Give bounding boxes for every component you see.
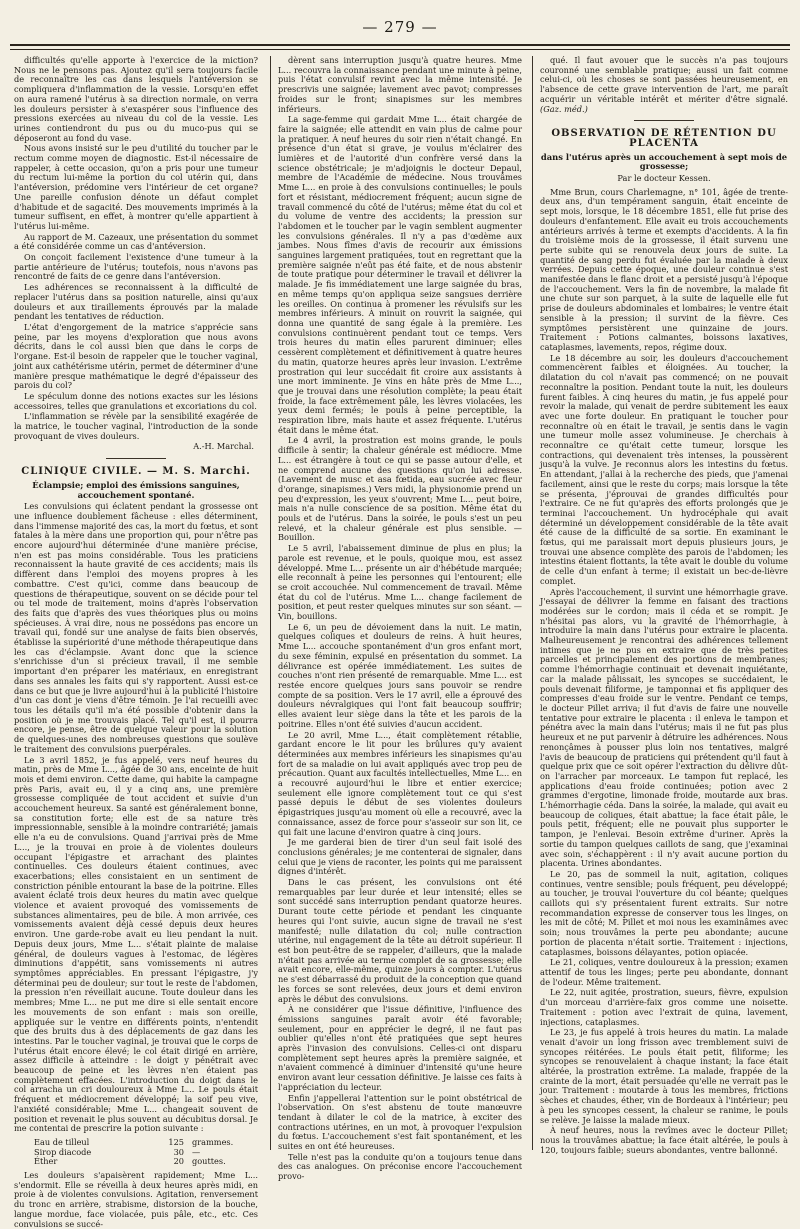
paragraph: Le 20 avril, Mme L..., était complètement rétablie, gardant encore le lit pour les brûlures qu'y avaient déterminées aux membres inférieurs les sinapismes qu'au fort de sa maladie on lui avait appliqués avec trop peu de précaution. Quant aux facultés intellectuelles, Mme L... en a recouvré aujourd'hui le libre et entier exercice; seulement elle ignore complètement tout ce qui s'est passé depuis le début de ses violentes douleurs épigastriques jusqu'au moment où elle a recouvré, avec la connaissance, assez de force pour s'asseoir sur son lit, ce qui fait une lacune d'environ quatre à cinq jours. <box>278 729 522 837</box>
paragraph: L'inflammation se révèle par la sensibilité exagérée de la matrice, le toucher vaginal, l'introduction de la sonde provoquant de vives douleurs. <box>14 411 258 441</box>
paragraph: Nous avons insisté sur le peu d'utilité du toucher par le rectum comme moyen de diagnostic. Est-il nécessaire de rappeler, à cette occasion, qu'on a pris pour une tumeur du rectum lui-même la portion du col utérin qui, dans l'antéversion, prédomine vers l'intérieur de cet organe? Une pareille confusion dénote un défaut complet d'habitude et de sagacité. Des mouvements imprimés à la tumeur suffisent, en effet, à montrer qu'elle appartient à l'utérus lui-même. <box>14 143 258 231</box>
article-subtitle: Éclampsie; emploi des émissions sanguines, accouchement spontané. <box>32 479 240 500</box>
column-1 <box>14 55 258 1229</box>
article-subtitle: dans l'utérus après un accouchement à sept mois de grossesse; <box>540 151 788 172</box>
paragraph: À ne considérer que l'issue définitive, l'influence des émissions sanguines paraît avoir été favorable; seulement, pour en apprécier le degré, il ne faut pas oublier qu'elles n'ont été pratiquées que sept heures après l'invasion des convulsions. Celles-ci ont disparu complètement sept heures après la première saignée, et n'avaient commencé à diminuer d'intensité qu'une heure environ avant leur cessation définitive. Je laisse ces faits à l'appréciation du lecteur. <box>278 1004 522 1092</box>
article-author: Par le docteur Kessen. <box>617 173 711 184</box>
column-2 <box>278 55 523 1182</box>
paragraph: Le spéculum donne des notions exactes sur les lésions accessoires, telles que granulations et excoriations du col. <box>14 390 258 411</box>
section-divider <box>634 120 694 121</box>
formula-row: Eau de tilleul 125 grammes. <box>34 1136 234 1147</box>
paragraph: On conçoit facilement l'existence d'une tumeur à la partie antérieure de l'utérus; toutefois, nous n'avons pas rencontré de faits de ce genre dans l'antéversion. <box>14 252 258 282</box>
paragraph: qué. Il faut avouer que le succès n'a pas toujours couronné une semblable pratique; aussi un fait comme celui-ci, où les choses se sont passées heureusement, en l'absence de cette grave intervention de l'art, me paraît acquérir un véritable intérêt et mériter d'être signalé. (Gaz. méd.) <box>540 55 788 114</box>
column-divider <box>270 56 271 1150</box>
paragraph: Le 20, pas de sommeil la nuit, agitation, coliques continues, ventre sensible; pouls fréquent, peu développé; au toucher, je trouvai l'ouverture du col béante; quelques caillots qui s'y présentaient furent extraits. Sur notre recommandation expresse de conserver tous les linges, on les mit de côté; M. Pillet et moi nous les examinâmes avec soin; nous trouvâmes la perte peu abondante; aucune portion de placenta n'était sortie. Traitement : injections, cataplasmes, boissons délayantes, potion opiacée. <box>540 868 788 957</box>
paragraph: Je me garderai bien de tirer d'un seul fait isolé des conclusions générales; je me contenterai de signaler, dans celui que je viens de raconter, les points qui me paraissent dignes d'intérêt. <box>278 837 523 877</box>
paragraph: Telle n'est pas la conduite qu'on a toujours tenue dans des cas analogues. On préconise encore l'accouchement provo- <box>278 1151 522 1182</box>
section-divider <box>106 458 166 459</box>
author-signature: A.-H. Marchal. <box>193 441 254 452</box>
paragraph: Les convulsions qui éclatent pendant la grossesse ont une influence doublement fâcheuse : elles déterminent, dans l'immense majorité des cas, la mort du fœtus, et sont fatales à la mère dans une proportion qui, pour n'être pas encore aujourd'hui déterminée d'une manière précise, n'en est pas moins considérable. Tous les praticiens reconnaissent la haute gravité de ces accidents; mais ils diffèrent dans l'emploi des moyens propres à les combattre. C'est qu'ici, comme dans beaucoup de questions de thérapeutique, souvent on se décide pour tel ou tel mode de traitement, moins d'après l'observation des faits que d'après des vues théoriques plus ou moins spécieuses. À vrai dire, nous ne possédons pas encore un travail qui, fondé sur une analyse de faits bien observés, établisse la supériorité d'une méthode thérapeutique dans les cas d'éclampsie. Avant donc que la science s'enrichisse d'un si précieux travail, il me semble important d'en préparer les matériaux, en enregistrant dans ses annales les faits qui s'y rapportent. Aussi est-ce dans ce but que je livre aujourd'hui à la publicité l'histoire d'un cas dont je viens d'être témoin. Je l'ai recueilli avec tous les détails qu'il m'a été possible d'obtenir dans la position où je me trouvais placé. Tel qu'il est, il pourra encore, je pense, être de quelque valeur pour la solution de quelques-unes des nombreuses questions que soulève le traitement des convulsions puerpérales. <box>14 501 258 754</box>
paragraph: Dans le cas présent, les convulsions ont été remarquables par leur durée et leur intensité; elles se sont succédé sans interruption pendant quatorze heures. Durant toute cette période et pendant les cinquante heures qui l'ont suivie, aucun signe de travail ne s'est manifesté; nulle dilatation du col; nulle contraction utérine, nul engagement de la tête au détroit supérieur. Il est bon peut-être de se rappeler, d'ailleurs, que la malade n'était pas arrivée au terme complet de sa grossesse; elle avait encore, elle-même, quinze jours à compter. L'utérus ne s'est débarrassé du produit de la conception que quand les forces se sont relevées, deux jours et demi environ après le début des convulsions. <box>278 877 522 1004</box>
prescription-formula <box>34 1138 258 1167</box>
paragraph: À neuf heures, nous la revîmes avec le docteur Pillet; nous la trouvâmes abattue; la face était altérée, le pouls à 120, toujours faible; sueurs abondantes, ventre ballonné. <box>540 1125 788 1155</box>
paragraph: Le 22, nuit agitée, prostration, sueurs, fièvre, expulsion d'un morceau d'arrière-faix gros comme une noisette. Traitement : potion avec l'extrait de quina, lavement, injections, cataplasmes. <box>540 987 788 1027</box>
paragraph: Le 4 avril, la prostration est moins grande, le pouls difficile à sentir; la chaleur générale est médiocre. Mme L... est étrangère à tout ce qui se passe autour d'elle, et ne comprend aucune des questions qu'on lui adresse. (Lavement de musc et asa fœtida, eau sucrée avec fleur d'orange, sinapismes.) Vers midi, la physionomie prend un peu d'expression, les yeux s'ouvrent; Mme L... peut boire, mais n'a nulle conscience de sa position. Même état du pouls et de l'utérus. Dans la soirée, le pouls s'est un peu relevé, et la chaleur générale est plus sensible. — Bouillon. <box>278 435 522 543</box>
paragraph: Le 5 avril, l'abaissement diminue de plus en plus; la parole est revenue, et le pouls, quoique mou, est assez développé. Mme L... présente un air d'hébétude marquée; elle reconnaît à peine les personnes qui l'entourent; elle se croit accouchée. Nul commencement de travail. Même état du col de l'utérus. Mme L... change facilement de position, et peut rester quelques minutes sur son séant. — Vin, bouillons. <box>278 543 522 622</box>
paragraph: L'état d'engorgement de la matrice s'apprécie sans peine, par les moyens d'exploration que nous avons décrits, dans le col aussi bien que dans le corps de l'organe. Est-il besoin de rappeler que le toucher vaginal, joint aux cathétérisme utérin, permet de déterminer d'une manière presque mathématique le degré d'épaisseur des parois du col? <box>14 321 258 391</box>
section-title: OBSERVATION DE RÉTENTION DU PLACENTA <box>551 128 777 149</box>
formula-row: Sirop diacode 30 — <box>34 1146 201 1157</box>
paragraph: Mme Brun, cours Charlemagne, n° 101, âgée de trente-deux ans, d'un tempérament sanguin, était enceinte de sept mois, lorsque, le 18 décembre 1851, elle fut prise des douleurs d'enfantement. Elle avait eu trois accouchements antérieurs arrivés à terme et exempts d'accidents. À la fin du troisième mois de la grossesse, il était survenu une perte subite qui se renouvela deux jours de suite. La quantité de sang perdu fut évaluée par la malade à deux verrées. Depuis cette époque, une douleur continue s'est manifestée dans le flanc droit et a persisté jusqu'à l'époque de l'accouchement. Vers la fin de novembre, la malade fit une chute sur son parquet, à la suite de laquelle elle fut prise de douleurs abdominales et lombaires; le ventre était sensible à la pression; il survint de la fièvre. Ces symptômes persistèrent une quinzaine de jours. Traitement : Potions calmantes, boissons laxatives, cataplasmes, lavements, repos, régime doux. <box>540 186 788 352</box>
source-citation: (Gaz. méd.) <box>540 103 588 114</box>
paragraph: Les douleurs s'apaisèrent rapidement; Mme L... s'endormit. Elle se réveilla à deux heures après midi, en proie à de violentes convulsions. Agitation, renversement du tronc en arrière, strabisme, distorsion de la bouche, langue mordue, face violacée, puis pâle, etc., etc. Ces convulsions se succé- <box>14 1170 258 1229</box>
header-rule <box>10 44 790 50</box>
paragraph: Les adhérences se reconnaissent à la difficulté de replacer l'utérus dans sa position naturelle, ainsi qu'aux douleurs et aux tiraillements éprouvés par la malade pendant les tentatives de réduction. <box>14 282 258 322</box>
paragraph: Enfin j'appellerai l'attention sur le point obstétrical de l'observation. On s'est abstenu de toute manœuvre tendant à dilater le col de la matrice, à exciter des contractions utérines, en un mot, à provoquer l'expulsion du fœtus. L'accouchement s'est fait spontanément, et les suites en ont été heureuses. <box>278 1092 522 1152</box>
paragraph: Au rapport de M. Cazeaux, une présentation du sommet a été considérée comme un cas d'antéversion. <box>14 231 258 252</box>
paragraph: Après l'accouchement, il survint une hémorrhagie grave. J'essayai de délivrer la femme en faisant des tractions modérées sur le cordon; mais il céda et se rompit. Je n'hésitai pas alors, vu la gravité de l'hémorrhagie, à introduire la main dans l'utérus pour extraire le placenta. Malheureusement je rencontrai des adhérences tellement intimes que je ne pus en extraire que de très petites parcelles et principalement des portions de membranes; comme l'hémorrhagie continuait et devenait inquiétante, car la malade pâlissait, les syncopes se succédaient, le pouls devenait filiforme, je tamponnai et fis appliquer des compresses d'eau froide sur le ventre. Pendant ce temps, le docteur Pillet arriva; il fut d'avis de faire une nouvelle tentative pour extraire le placenta : il enleva le tampon et pénétra avec la main dans l'utérus; mais il ne fut pas plus heureux et ne put parvenir à détruire les adhérences. Nous renonçâmes à pousser plus loin nos tentatives, malgré l'avis de beaucoup de praticiens qui prétendent qu'il faut à quelque prix que ce soit opérer l'extraction du délivre dût-on l'arracher par morceaux. Le tampon fut replacé, les applications d'eau froide continuées; potion avec 2 grammes d'ergotine, limonade froide, moutarde aux bras. L'hémorrhagie céda. Dans la soirée, la malade, qui avait eu beaucoup de coliques, était abattue; la face était pâle, le pouls petit, fréquent; elle ne pouvait plus supporter le tampon, je l'enlevai. Besoin extrême d'uriner. Après la sortie du tampon quelques caillots de sang, que j'examinai avec soin, s'échappèrent : il n'y avait aucune portion du placenta. Urines abondantes. <box>540 586 788 869</box>
paragraph: difficultés qu'elle apporte à l'exercice de la miction? Nous ne le pensons pas. Ajoutez qu'il sera toujours facile de reconnaître les cas dans lesquels l'antéversion se compliquera d'inflammation de la vessie. Lorsqu'en effet on aura ramené l'utérus à sa direction normale, on verra les douleurs persister à s'exaspérer sous l'influence des pressions exercées au niveau du col de la vessie. Les urines contiendront du pus ou du muco-pus qui se déposeront au fond du vase. <box>14 55 258 143</box>
formula-row: Éther 20 gouttes. <box>34 1156 226 1167</box>
column-divider <box>532 56 533 1150</box>
paragraph: Le 6, un peu de dévoiement dans la nuit. Le matin, quelques coliques et douleurs de reins. À huit heures, Mme L... accouche spontanément d'un gros enfant mort, du sexe féminin, expulsé en présentation du sommet. La délivrance est opérée immédiatement. Les suites de couches n'ont rien présenté de remarquable. Mme L... est restée encore quelques jours sans pouvoir se rendre compte de sa position. Vers le 17 avril, elle a éprouvé des douleurs névralgiques qui l'ont fait beaucoup souffrir; elles avaient leur siège dans la tête et les parois de la poitrine. Elles n'ont été suivies d'aucun accident. <box>278 621 522 729</box>
column-3 <box>540 55 788 1155</box>
paragraph: Le 23, je fus appelé à trois heures du matin. La malade venait d'avoir un long frisson avec tremblement suivi de syncopes réitérées. Le pouls était petit, filiforme; les syncopes se renouvelaient à chaque instant; la face était altérée, la prostration extrême. La malade, frappée de la crainte de la mort, était persuadée qu'elle ne verrait pas le jour. Traitement : moutarde à tous les membres, frictions sèches et chaudes, éther, vin de Bordeaux à l'intérieur; peu à peu les syncopes cessent, la chaleur se ranime, le pouls se relève. Je laisse la malade mieux. <box>540 1027 788 1125</box>
paragraph: Le 21, coliques, ventre douloureux à la pression; examen attentif de tous les linges; perte peu abondante, donnant de l'odeur. Même traitement. <box>540 957 788 987</box>
paragraph: Le 18 décembre au soir, les douleurs d'accouchement commencèrent faibles et éloignées. Au toucher, la dilatation du col n'avait pas commencé; on ne pouvait reconnaître la position. Pendant toute la nuit, les douleurs furent faibles. À cinq heures du matin, je fus appelé pour revoir la malade, qui venait de perdre subitement les eaux avec une forte douleur. En pratiquant le toucher pour reconnaître où en était le travail, je sentis dans le vagin une tumeur molle assez volumineuse. Je cherchais à reconnaître ce qu'était cette tumeur, lorsque les contractions, qui devenaient très intenses, la poussèrent jusqu'à la vulve. Je reconnus alors les intestins du fœtus. En attendant, j'allai à la recherche des pieds, que j'amenai facilement, ainsi que le reste du corps; mais lorsque la tête se présenta, j'éprouvai de grandes difficultés pour l'extraire. Ce ne fut qu'après des efforts prolongés que je terminai l'accouchement. Un hydrocéphale qui avait déterminé un développement considérable de la tête avait été cause de la difficulté de sa sortie. En examinant le fœtus, qui me paraissait mort depuis plusieurs jours, je trouvai une absence complète des parois de l'abdomen; les intestins étaient flottants, la tête avait le double du volume de celle d'un enfant à terme; il existait un bec-de-lièvre complet. <box>540 352 788 586</box>
paragraph: Le 3 avril 1852, je fus appelé, vers neuf heures du matin, près de Mme L..., âgée de 30 ans, enceinte de huit mois et demi environ. Cette dame, qui habite la campagne près Paris, avait eu, il y a cinq ans, une première grossesse compliquée de tout accident et suivie d'un accouchement heureux. Sa santé est généralement bonne, sa constitution forte; elle est de sa nature très impressionnable, sensible à la moindre contrariété; jamais elle n'a eu de convulsions. Quand j'arrivai près de Mme L..., je la trouvai en proie à de violentes douleurs occupant l'épigastre et arrachant des plaintes continuelles. Ces douleurs étaient continues, avec exacerbations; elles consistaient en un sentiment de constriction pénible entourant la base de la poitrine. Elles avaient éclaté trois deux heures du matin avec quelque violence et avaient provoqué des vomissements de substances alimentaires, peu de bile. À mon arrivée, ces vomissements avaient déjà cessé depuis deux heures environ. Une garde-robe avait eu lieu pendant la nuit. Depuis deux jours, Mme L... s'était plainte de malaise général, de douleurs vagues à l'estomac, de légères diminutions d'appétit, sans vomissements ni autres symptômes appréciables. En pressant l'épigastre, j'y déterminai peu de douleur; sur tout le reste de l'abdomen, la pression n'en réveillait aucune. Toute douleur dans les membres; Mme L... ne put me dire si elle sentait encore les mouvements de son enfant : mais son oreille, appliquée sur le ventre en différents points, n'entendit que des bruits dus à des déplacements de gaz dans les intestins. Par le toucher vaginal, je trouvai que le corps de l'utérus était encore élevé; le col était dirigé en arrière, assez difficile à atteindre : le doigt y pénétrait avec beaucoup de peine et les lèvres n'en étaient pas complètement effacées. L'introduction du doigt dans le col arracha un cri douloureux à Mme L... Le pouls était fréquent et médiocrement développé; la soif peu vive, l'anxiété considérable; Mme L... changeait souvent de position et revenait le plus souvent au décubitus dorsal. Je me contentai de prescrire la potion suivante : <box>14 754 258 1134</box>
section-title: CLINIQUE CIVILE. — M. S. Marchi. <box>21 466 251 478</box>
paragraph: dèrent sans interruption jusqu'à quatre heures. Mme L... recouvra la connaissance pendant une minute à peine, puis l'état convulsif revint avec la même intensité. Je prescrivis une saignée; lavement avec pavot; compresses froides sur le front; sinapismes sur les membres inférieurs. <box>278 55 522 114</box>
paragraph: La sage-femme qui gardait Mme L... était chargée de faire la saignée; elle attendit en vain plus de calme pour la pratiquer. À neuf heures du soir rien n'était changé. En présence d'un état si grave, je voulus m'éclairer des lumières et de l'autorité d'un confrère versé dans la science obstétricale; je m'adjoignis le docteur Depaul, membre de l'Académie de médecine. Nous trouvâmes Mme L... en proie à des convulsions continuelles; le pouls fort et résistant, médiocrement fréquent; aucun signe de travail commencé du côté de l'utérus; même état du col et du volume de ventre des accidents; la pression sur l'abdomen et le toucher par le vagin semblent augmenter les convulsions générales. Il n'y a pas d'œdème aux jambes. Nous fîmes d'avis de recourir aux émissions sanguines largement pratiquées, tout en regrettant que la première saignée n'eût pas été faite, et de nous abstenir de toute pratique pour déterminer le travail et délivrer la malade. Je fis immédiatement une large saignée du bras, en même temps qu'on appliqua seize sangsues derrière les oreilles. On continua à promener les révulsifs sur les membres inférieurs. À minuit on rouvrit la saignée, qui donna une quantité de sang égale à la première. Les convulsions continuèrent pendant tout ce temps. Vers trois heures du matin elles parurent diminuer; elles cessèrent complètement et définitivement à quatre heures du matin, quatorze heures après leur invasion. L'extrême prostration qui leur succédait fit croire aux assistants à une mort imminente. Je vins en hâte près de Mme L..., que je trouvai dans une résolution complète; la peau était froide, la face extrêmement pâle, les lèvres violacées, les yeux demi fermés; le pouls à peine perceptible, la respiration libre, mais haute et assez fréquente. L'utérus était dans le même état. <box>278 114 522 435</box>
page-number: — 279 — <box>362 18 438 36</box>
